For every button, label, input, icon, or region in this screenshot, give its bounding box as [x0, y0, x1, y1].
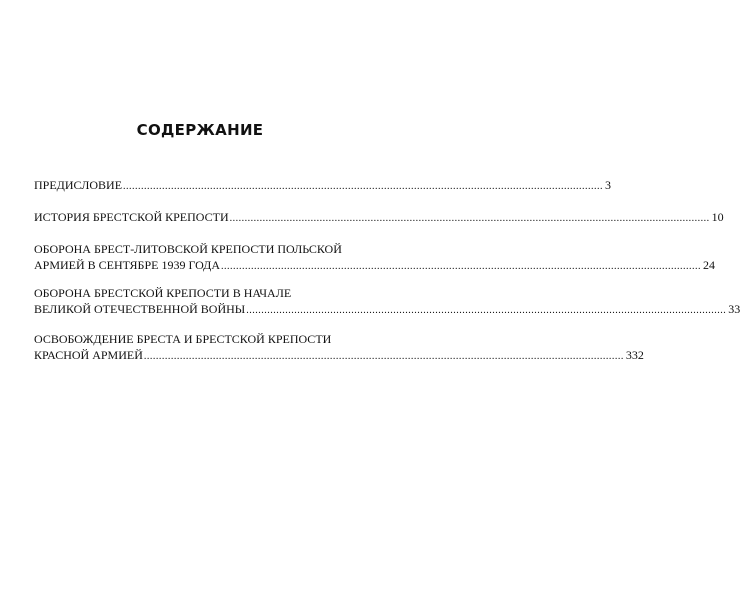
toc-entry-title-line1: ОБОРОНА БРЕСТСКОЙ КРЕПОСТИ В НАЧАЛЕ: [34, 286, 292, 300]
dot-leader: ................................................................................................................................................................: [221, 261, 702, 272]
toc-entry-page-number: 10: [711, 210, 724, 224]
dot-leader: ................................................................................................................................................................: [229, 213, 710, 224]
toc-entry-title-line2: КРАСНОЙ АРМИЕЙ: [34, 348, 143, 362]
dot-leader: ................................................................................................................................................................: [143, 351, 624, 362]
toc-entry-liberation[interactable]: [34, 331, 644, 365]
toc-entry-page-number: 24: [703, 258, 716, 272]
toc-entry-page-number: 33: [728, 302, 740, 316]
toc-entry-preface[interactable]: [34, 177, 612, 195]
toc-entry-title-line1: ОБОРОНА БРЕСТ-ЛИТОВСКОЙ КРЕПОСТИ ПОЛЬСКОЙ: [34, 242, 342, 256]
toc-entry-page-number: 332: [625, 348, 644, 362]
toc-entry-line: [34, 347, 644, 365]
toc-entry-title-line2: ВЕЛИКОЙ ОТЕЧЕСТВЕННОЙ ВОЙНЫ: [34, 302, 246, 316]
dot-leader: ................................................................................................................................................................: [246, 305, 727, 316]
page-title: СОДЕРЖАНИЕ: [136, 121, 264, 139]
toc-entry-title-line1: ОСВОБОЖДЕНИЕ БРЕСТА И БРЕСТСКОЙ КРЕПОСТИ: [34, 332, 332, 346]
toc-entry-title: ИСТОРИЯ БРЕСТСКОЙ КРЕПОСТИ: [34, 210, 229, 224]
toc-entry-history[interactable]: [34, 209, 724, 227]
toc-entry-line: [34, 257, 716, 275]
toc-entry-title: ПРЕДИСЛОВИЕ: [34, 178, 123, 192]
toc-entry-defense-1939[interactable]: [34, 241, 716, 275]
dot-leader: ................................................................................................................................................................: [123, 181, 604, 192]
table-of-contents: [34, 177, 740, 365]
toc-entry-line: [34, 301, 740, 319]
toc-entry-title-line2: АРМИЕЙ В СЕНТЯБРЕ 1939 ГОДА: [34, 258, 221, 272]
toc-entry-line: [34, 177, 612, 195]
toc-entry-line: [34, 209, 724, 227]
toc-entry-defense-1941[interactable]: [34, 285, 740, 319]
toc-entry-page-number: 3: [605, 178, 612, 192]
